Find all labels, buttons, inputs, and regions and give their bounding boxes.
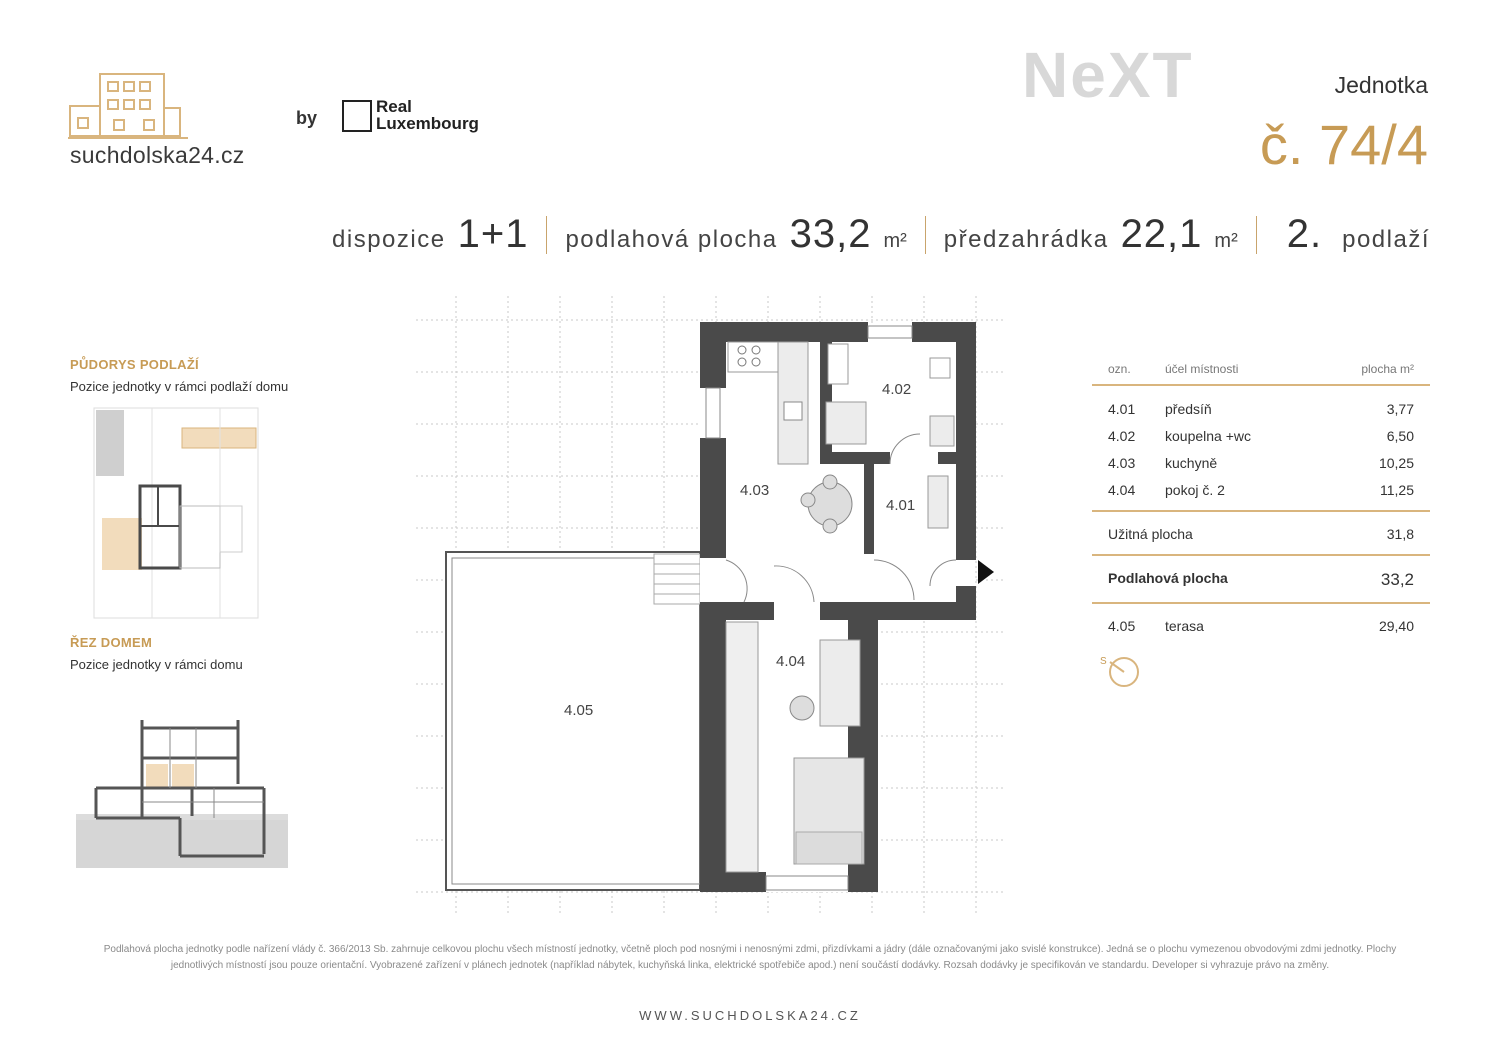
compass-letter: S <box>1100 656 1107 667</box>
row-code: 4.02 <box>1108 428 1136 444</box>
plan-section-title: PŮDORYS PODLAŽÍ <box>70 357 199 372</box>
room-label-402: 4.02 <box>882 381 912 398</box>
terrace-row <box>1092 602 1430 640</box>
floor-area-value: 33,2 <box>789 212 872 256</box>
row-purpose: kuchyně <box>1165 455 1218 471</box>
floor-plan <box>416 296 1006 918</box>
row-purpose: koupelna +wc <box>1165 428 1252 444</box>
garden-value: 22,1 <box>1120 212 1203 256</box>
floor-label: podlaží <box>1342 226 1430 253</box>
row-purpose: pokoj č. 2 <box>1165 482 1225 498</box>
divider <box>1256 216 1257 254</box>
partner-line2: Luxembourg <box>376 114 479 133</box>
row-area: 6,50 <box>1386 428 1414 444</box>
rooms-table <box>1092 358 1430 640</box>
building-section-diagram <box>74 714 290 870</box>
plan-section-subtitle: Pozice jednotky v rámci podlaží domu <box>70 379 289 394</box>
disclaimer: Podlahová plocha jednotky podle nařízení vlády č. 366/2013 Sb. zahrnuje celkovou plochu všech místností jednotky, včetně ploch pod nosnými i nenosnými zdmi, přizdívkami a jádry (dále označovanými jako svislé konstrukce). Jedná se o plochu vymezenou obvodovými zdmi jednotky. Plochy jednotlivých místností jsou pouze orientační. Vyobrazené zařízení v plánech jednotek (například nábytek, kuchyňská linka, elektrické spotřebiče apod.) není součástí dodávky. Rozsah dodávky je specifikován ve standardu. Developer si vyhrazuje právo na změny. <box>103 944 1397 971</box>
row-area: 3,77 <box>1386 401 1414 417</box>
disposition-value: 1+1 <box>457 212 529 256</box>
room-label-405: 4.05 <box>564 702 594 719</box>
usable-area-row <box>1092 510 1430 554</box>
header-area: plocha m² <box>1361 362 1414 376</box>
compass-icon <box>1098 652 1146 692</box>
garden-label: předzahrádka <box>943 226 1109 253</box>
usable-area-value: 31,8 <box>1386 526 1414 542</box>
website-url: WWW.SUCHDOLSKA24.CZ <box>639 1008 861 1023</box>
garden-unit: m² <box>1214 230 1238 252</box>
section-title: ŘEZ DOMEM <box>70 635 153 650</box>
terrace-code: 4.05 <box>1108 618 1136 634</box>
table-row <box>1092 450 1430 477</box>
unit-number: č. 74/4 <box>1259 113 1428 176</box>
terrace-purpose: terasa <box>1165 618 1204 634</box>
building-logo-icon <box>68 68 188 140</box>
floor-area-total-value: 33,2 <box>1380 570 1414 589</box>
row-purpose: předsíň <box>1165 401 1212 417</box>
table-row <box>1092 477 1430 510</box>
floor-area-unit: m² <box>883 230 907 252</box>
by-label: by <box>296 108 318 128</box>
row-code: 4.03 <box>1108 455 1136 471</box>
divider <box>925 216 926 254</box>
row-area: 10,25 <box>1378 455 1414 471</box>
floor-area-label: podlahová plocha <box>565 226 778 253</box>
unit-label: Jednotka <box>1334 72 1428 98</box>
disposition-label: dispozice <box>332 226 446 253</box>
real-luxembourg-logo-icon <box>342 100 372 132</box>
floor-key-plan <box>92 406 260 620</box>
room-label-404: 4.04 <box>776 653 806 670</box>
partner-name <box>376 98 479 132</box>
floor-area-total-label: Podlahová plocha <box>1108 570 1228 586</box>
section-subtitle: Pozice jednotky v rámci domu <box>70 657 243 672</box>
floor-number: 2. <box>1286 212 1323 256</box>
floor-area-row <box>1092 554 1430 602</box>
room-label-401: 4.01 <box>886 497 916 514</box>
row-area: 11,25 <box>1380 482 1414 498</box>
header-code: ozn. <box>1108 362 1131 376</box>
table-row <box>1092 423 1430 450</box>
header-purpose: účel místnosti <box>1165 362 1239 376</box>
specs-bar <box>0 212 1430 257</box>
terrace-area: 29,40 <box>1378 618 1414 634</box>
room-label-403: 4.03 <box>740 482 770 499</box>
row-code: 4.04 <box>1108 482 1136 498</box>
brand-site: suchdolska24.cz <box>70 142 245 168</box>
table-header <box>1092 358 1430 386</box>
row-code: 4.01 <box>1108 401 1136 417</box>
divider <box>546 216 547 254</box>
table-row <box>1092 396 1430 423</box>
usable-area-label: Užitná plocha <box>1108 526 1193 542</box>
partner-line1: Real <box>376 97 412 116</box>
agency-logo: NeXT <box>1022 39 1194 111</box>
